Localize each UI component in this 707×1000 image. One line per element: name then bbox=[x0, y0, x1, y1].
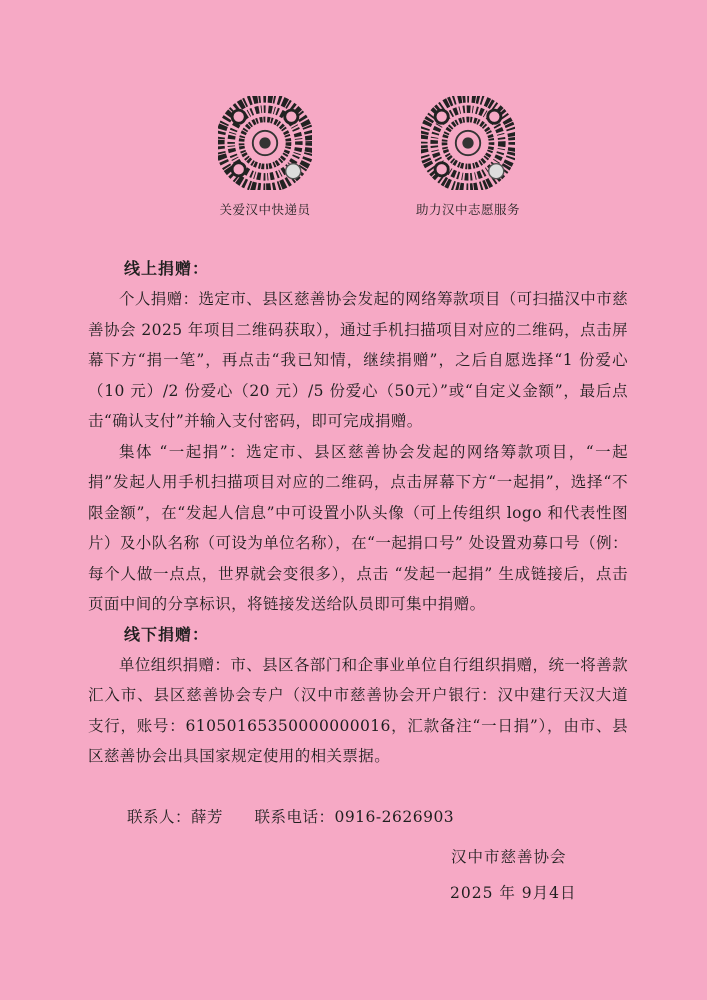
issuer-signature: 汉中市慈善协会 bbox=[451, 848, 567, 866]
qr-block-courier bbox=[205, 96, 325, 217]
offline-donation-title: 线下捐赠： bbox=[124, 624, 210, 644]
qr-block-volunteer bbox=[408, 96, 528, 217]
group-donation-paragraph: 集体 “一起捐”：选定市、县区慈善协会发起的网络筹款项目，“一起捐”发起人用手机扫描项目对应的二维码，点击屏幕下方“一起捐”，选择“不限金额”，在“发起人信息”中可设置小队头像（可上传组织 logo 和代表性图片）及小队名称（可设为单位名称），在“一起捐口号” 处设置劝募口号（例：每个人做一点点，世界就会变很多），点击 “发起一起捐” 生成链接后，点击页面中间的分享标识，将链接发送给队员即可集中捐赠。 bbox=[88, 442, 628, 613]
notice-body bbox=[88, 254, 628, 772]
contact-phone: 联系电话：0916-2626903 bbox=[254, 808, 455, 826]
contact-person: 联系人：薛芳 bbox=[127, 808, 224, 826]
individual-donation-paragraph: 个人捐赠：选定市、县区慈善协会发起的网络筹款项目（可扫描汉中市慈善协会 2025 年项目二维码获取），通过手机扫描项目对应的二维码，点击屏幕下方“捐一笔”，再点击“我已知情，继续捐赠”，之后自愿选择“1 份爱心（10 元）/2 份爱心（20 元）/5 份爱心（50元）”或“自定义金额”，最后点击“确认支付”并输入支付密码，即可完成捐赠。 bbox=[88, 290, 628, 430]
qr-caption: 助力汉中志愿服务 bbox=[415, 202, 520, 217]
issue-date: 2025 年 9月4日 bbox=[450, 884, 577, 902]
contact-line bbox=[127, 805, 480, 827]
qr-code-icon[interactable] bbox=[421, 96, 515, 190]
online-donation-title: 线上捐赠： bbox=[124, 259, 210, 278]
qr-caption: 关爱汉中快递员 bbox=[219, 202, 311, 217]
unit-donation-paragraph: 单位组织捐赠：市、县区各部门和企事业单位自行组织捐赠，统一将善款汇入市、县区慈善协会专户（汉中市慈善协会开户银行：汉中建行天汉大道支行，账号：61050165350000000016，汇款备注“一日捐”），由市、县区慈善协会出具国家规定使用的相关票据。 bbox=[88, 655, 628, 765]
qr-code-icon[interactable] bbox=[218, 96, 312, 190]
